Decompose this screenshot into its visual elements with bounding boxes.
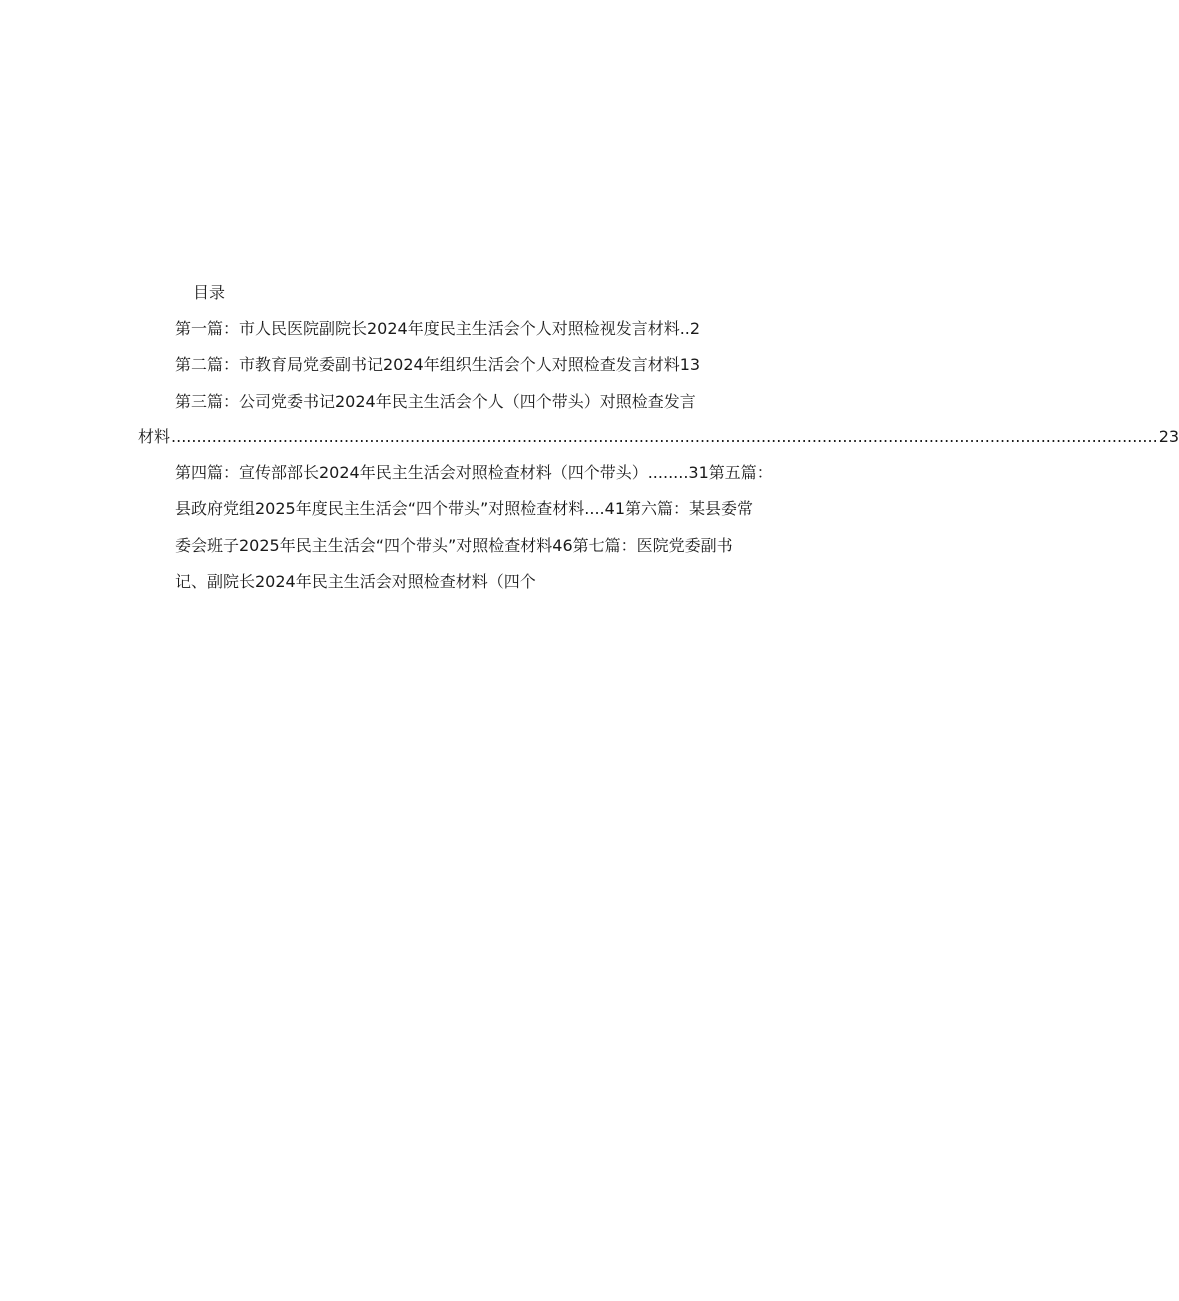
toc-entry-3-continuation[interactable]: [138, 426, 1179, 448]
toc-entry-3-page-number: 23: [1158, 427, 1179, 446]
toc-entry-4[interactable]: 第四篇：宣传部部长2024年民主生活会对照检查材料（四个带头）........31第五篇：: [175, 463, 773, 482]
toc-entry-3-label: 材料: [138, 427, 171, 446]
toc-title: 目录: [193, 283, 226, 302]
toc-entry-3[interactable]: 第三篇：公司党委书记2024年民主生活会个人（四个带头）对照检查发言: [175, 392, 696, 411]
toc-entry-6[interactable]: 委会班子2025年民主生活会“四个带头”对照检查材料46第七篇：医院党委副书: [175, 536, 733, 555]
toc-entry-7[interactable]: 记、副院长2024年民主生活会对照检查材料（四个: [175, 572, 536, 591]
dot-leader: ..................................................................................................................................................................................................: [171, 427, 1158, 446]
toc-entry-5[interactable]: 县政府党组2025年度民主生活会“四个带头”对照检查材料....41第六篇：某县委常: [175, 499, 754, 518]
toc-entry-2[interactable]: 第二篇：市教育局党委副书记2024年组织生活会个人对照检查发言材料13: [175, 355, 701, 374]
toc-entry-1[interactable]: 第一篇：市人民医院副院长2024年度民主生活会个人对照检视发言材料..2: [175, 319, 701, 338]
